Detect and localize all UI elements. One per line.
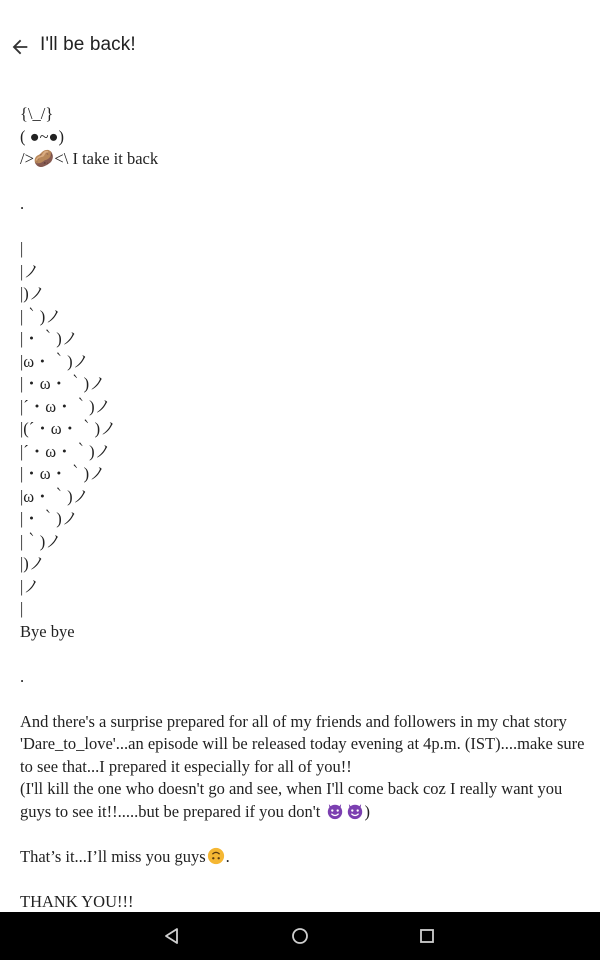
warning-paragraph <box>20 778 585 823</box>
wave-line: |・｀)ノ <box>20 329 79 348</box>
smiling-devil-emoji-icon <box>346 802 364 820</box>
wave-line: |ω・｀)ノ <box>20 486 90 506</box>
wave-line: |´・ω・｀)ノ <box>20 441 112 461</box>
wave-line: |ω・｀)ノ <box>20 351 90 371</box>
blank-line <box>20 171 585 194</box>
nav-back-button[interactable] <box>142 912 202 960</box>
wave-line: |ノ <box>20 576 40 596</box>
miss-text: That’s it...I’ll miss you guys <box>20 846 206 866</box>
wave-line: |(´・ω・｀)ノ <box>20 419 117 438</box>
blank-line <box>20 823 585 846</box>
upside-down-face-emoji-icon <box>207 847 225 865</box>
wave-line: |)ノ <box>20 554 46 573</box>
smiling-devil-emoji-icon <box>326 802 344 820</box>
surprise-paragraph: And there's a surprise prepared for all of my friends and followers in my chat story 'Dare_to_love'...an episode will be released today evening at 4p.m. (IST)....make sure to see that...I prepared it especially for all of you!! <box>20 711 585 776</box>
wave-line: |´・ω・｀)ノ <box>20 396 112 416</box>
story-content <box>20 58 585 913</box>
nav-recents-button[interactable] <box>397 912 457 960</box>
wave-line: | <box>20 599 24 618</box>
warning-text: (I'll kill the one who doesn't go and see, when I'll come back coz I really want you guys to see it!!.....but be prepared if you don't <box>20 779 563 821</box>
face-line-2: ( ●~●) <box>20 126 64 146</box>
wave-line: |｀)ノ <box>20 531 62 551</box>
face-line-3: />🥔<\ I take it back <box>20 149 159 168</box>
system-nav-bar <box>0 912 600 960</box>
thanks-line: THANK YOU!!! <box>20 891 134 911</box>
miss-period: . <box>225 846 230 866</box>
wave-line: |・ω・｀)ノ <box>20 464 106 483</box>
wave-line: |｀)ノ <box>20 306 62 326</box>
page-title: I'll be back! <box>40 34 136 55</box>
miss-line <box>20 846 585 869</box>
blank-line <box>20 216 585 239</box>
square-recents-icon <box>418 927 436 945</box>
dot-separator: . <box>20 194 25 213</box>
app-bar <box>0 0 600 96</box>
wave-line: |)ノ <box>20 284 46 303</box>
triangle-back-icon <box>163 927 181 945</box>
wave-line: |・｀)ノ <box>20 509 79 528</box>
blank-line <box>20 688 585 711</box>
dot-separator: . <box>20 666 25 686</box>
wave-line: | <box>20 239 24 258</box>
circle-home-icon <box>290 926 310 946</box>
wave-line: |ノ <box>20 261 40 281</box>
blank-line <box>20 643 585 666</box>
wave-line: |・ω・｀)ノ <box>20 374 106 393</box>
warning-close: ) <box>364 801 370 821</box>
blank-line <box>20 868 585 891</box>
face-line-1: {\_/} <box>20 104 54 123</box>
back-button[interactable] <box>2 29 38 65</box>
nav-home-button[interactable] <box>270 912 330 960</box>
arrow-left-icon <box>9 36 31 58</box>
bye-line: Bye bye <box>20 621 75 641</box>
